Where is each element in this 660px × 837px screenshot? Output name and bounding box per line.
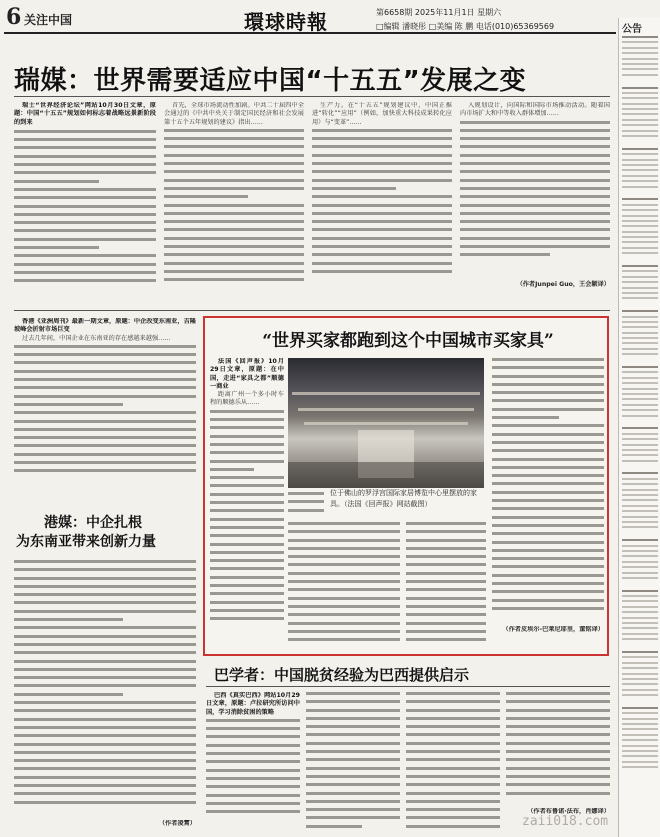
main-article-text-3-lines	[312, 129, 452, 307]
feature-lead: 法国《回声报》10月29日文章，原题：在中国，走进“家具之都”顺德一商业	[210, 358, 284, 390]
feature-column-1	[210, 358, 284, 648]
paper-logo: 環球時報	[244, 10, 328, 34]
bottom-article-signoff: （作者布鲁诺·法布，肖娜译）	[527, 808, 610, 815]
left-article-text-lines	[14, 345, 196, 485]
feature-column-4	[492, 358, 604, 623]
section-name: 关注中国	[24, 13, 73, 27]
main-article-text-3: 生产力。在“十五五”规划建议中，中国正推进“转化”“应用”（例如，加快重大科技成果转化应用）与“变革”……	[312, 102, 452, 126]
feature-headline: “世界买家都跑到这个中国城市买家具”	[262, 331, 554, 351]
feature-column-2	[288, 522, 400, 648]
feature-text-under-photo-left	[288, 492, 324, 522]
feature-column-3	[406, 522, 486, 648]
main-headline: 瑞媒：世界需要适应中国“十五五”发展之变	[14, 66, 527, 96]
main-article-lead: 瑞士“世界经济论坛”网站10月30日文章，原题：中国“十五五”规划如何标志着战略远景新阶段的到来	[14, 102, 156, 126]
notice-title: 公告	[622, 24, 642, 35]
bottom-article-column-2	[306, 692, 400, 832]
page-number: 6	[6, 4, 22, 30]
feature-text-1-lines	[210, 410, 284, 648]
headline-divider	[14, 96, 610, 97]
photo-caption: 位于佛山的罗浮宫国际家居博览中心里摆放的家具。（法国《回声报》网站截图）	[330, 489, 477, 508]
left-article-headline-1: 港媒：中企扎根	[44, 515, 142, 531]
main-article-column-2	[164, 102, 304, 307]
bottom-article-column-3	[406, 692, 500, 832]
editor-info: □编辑 潘晓彤 □美编 陈 鹏 电话(010)65369569	[376, 22, 555, 31]
left-article-body: 过去几年间，中国企业在东南亚的存在感越来越强……	[22, 334, 171, 342]
feature-body: 距离广州一个多小时车程的顺德乐从……	[210, 391, 284, 407]
furniture-showroom-photo	[288, 358, 484, 488]
bottom-article-column-1	[206, 692, 300, 832]
masthead	[4, 4, 616, 34]
left-article-top	[14, 318, 196, 488]
feature-signoff: （作者皮埃尔-巴莱尼耶里，董铭译）	[502, 626, 604, 633]
main-article-column-1	[14, 102, 156, 307]
bottom-headline-divider	[206, 686, 610, 687]
bottom-article-lead: 巴西《真实巴西》网站10月29日文章，原题：卢拉研究所访问中国，学习消除贫困的策略	[206, 692, 300, 716]
main-article-text-1	[14, 130, 156, 300]
main-article-signoff: （作者Junpei Guo，王会颖译）	[516, 280, 610, 288]
bottom-article-column-4	[506, 692, 610, 804]
main-article-column-3	[312, 102, 452, 307]
main-article-column-4	[460, 102, 610, 307]
main-article-text-2: 首先，全球市场流动性加剧。中共二十届四中全会通过的《中共中央关于制定国民经济和社会发展第十五个五年规划的建议》指出……	[164, 102, 304, 126]
notice-text	[622, 36, 658, 831]
left-article-text-bottom	[14, 560, 196, 818]
issue-info: 第6658期 2025年11月1日 星期六	[376, 8, 502, 17]
left-article-lead: 香港《亚洲周刊》最新一期文章，原题：中企改变东南亚，吉隆坡峰会折射市场巨变	[14, 318, 196, 334]
left-article-headline-2: 为东南亚带来创新力量	[16, 534, 156, 550]
section-divider	[14, 310, 610, 311]
main-article-text-4-lines	[460, 121, 610, 281]
main-article-text-4: 入规划设计，向国际和国际市场推动活动。随着国内市场扩大和中等收入群体增加……	[460, 102, 610, 118]
bottom-text-1-lines	[206, 719, 300, 819]
bottom-article-headline: 巴学者：中国脱贫经验为巴西提供启示	[214, 666, 470, 684]
site-watermark: zaii018.com	[522, 814, 609, 829]
main-article-text-2-lines	[164, 129, 304, 307]
left-article-signoff: （作者凌霄）	[158, 820, 196, 827]
